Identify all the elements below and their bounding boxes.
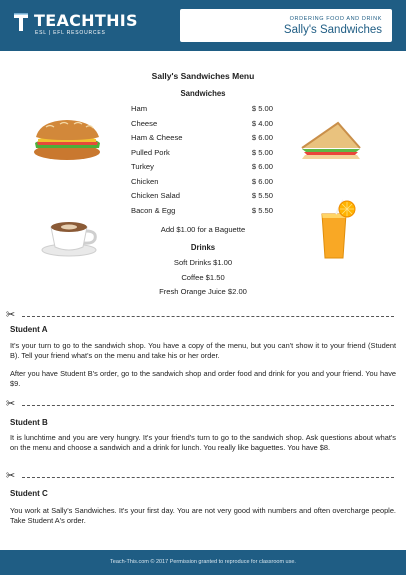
orange-juice-icon	[316, 198, 358, 260]
dashed-divider	[22, 316, 394, 317]
sandwiches-heading: Sandwiches	[180, 89, 226, 98]
scissors-icon: ✂	[6, 397, 16, 410]
menu-item-price: $ 6.00	[251, 133, 273, 142]
menu-item-name: Pulled Pork	[131, 147, 170, 157]
menu-item-price: $ 5.00	[251, 147, 273, 157]
coffee-cup-icon	[41, 213, 101, 257]
logo-mark-icon	[12, 11, 30, 33]
drink-item: Coffee $1.50	[181, 272, 225, 282]
student-a-paragraph: It's your turn to go to the sandwich shop. You have a copy of the menu, but you can't show it to your friend (Student B). Tell your friend what's on the menu and take his or her order.	[10, 341, 396, 361]
student-a-title: Student A	[10, 325, 48, 334]
menu-row	[131, 104, 273, 116]
menu-item-name: Chicken	[131, 176, 159, 186]
menu-row	[131, 177, 273, 189]
dashed-divider	[22, 477, 394, 478]
student-c-paragraph: You work at Sally's Sandwiches. It's your first day. You are not very good with numbers and often overcharge people. Take Student A's order.	[10, 506, 396, 526]
cut-line	[6, 469, 398, 482]
page-header	[0, 0, 406, 51]
scissors-icon: ✂	[6, 308, 16, 321]
scissors-icon: ✂	[6, 469, 16, 482]
student-b-paragraph: It is lunchtime and you are very hungry. It's your friend's turn to go to the sandwich shop. Ask questions about what's on the menu and choose a sandwich and a drink for lunch. You really like baguettes. You have $8.	[10, 433, 396, 453]
menu-item-price: $ 6.00	[251, 162, 273, 171]
menu-item-name: Turkey	[131, 162, 154, 171]
menu-item-price: $ 4.00	[251, 118, 273, 128]
page-footer: Teach-This.com © 2017 Permission granted to reproduce for classroom use.	[0, 550, 406, 575]
logo-subtitle: ESL | EFL RESOURCES	[35, 30, 106, 36]
menu-item-name: Ham	[131, 104, 148, 113]
menu-row	[131, 133, 273, 145]
menu-item-price: $ 5.50	[251, 191, 273, 200]
teachthis-logo[interactable]	[12, 10, 138, 42]
student-c-title: Student C	[10, 489, 48, 498]
menu-row	[131, 162, 273, 174]
student-b-title: Student B	[10, 418, 48, 427]
baguette-note: Add $1.00 for a Baguette	[160, 225, 246, 234]
topic-box	[180, 9, 392, 42]
drink-item: Fresh Orange Juice $2.00	[159, 287, 247, 296]
menu-row	[131, 148, 273, 160]
topic-title: Sally's Sandwiches	[283, 24, 382, 36]
menu-item-name: Ham & Cheese	[131, 133, 183, 142]
drink-item: Soft Drinks $1.00	[173, 258, 233, 267]
topic-label: ORDERING FOOD AND DRINK	[289, 16, 382, 22]
student-a-paragraph: After you have Student B's order, go to the sandwich shop and order food and drink for you and your friend. You have $9.	[10, 369, 396, 389]
drinks-heading: Drinks	[190, 243, 216, 252]
sub-sandwich-icon	[30, 117, 104, 163]
menu-row	[131, 206, 273, 218]
menu-item-price: $ 5.00	[251, 104, 273, 113]
menu-row	[131, 191, 273, 203]
menu-item-name: Bacon & Egg	[131, 205, 176, 215]
menu-title: Sally's Sandwiches Menu	[151, 71, 255, 81]
cut-line	[6, 308, 398, 321]
menu-item-price: $ 6.00	[251, 176, 273, 186]
menu-row	[131, 119, 273, 131]
dashed-divider	[22, 405, 394, 406]
logo-title: TEACHTHIS	[34, 11, 138, 30]
menu-item-name: Chicken Salad	[131, 191, 180, 200]
cut-line	[6, 397, 398, 410]
triangle-sandwich-icon	[298, 118, 364, 162]
menu-item-price: $ 5.50	[251, 205, 273, 215]
menu-item-name: Cheese	[131, 118, 158, 128]
